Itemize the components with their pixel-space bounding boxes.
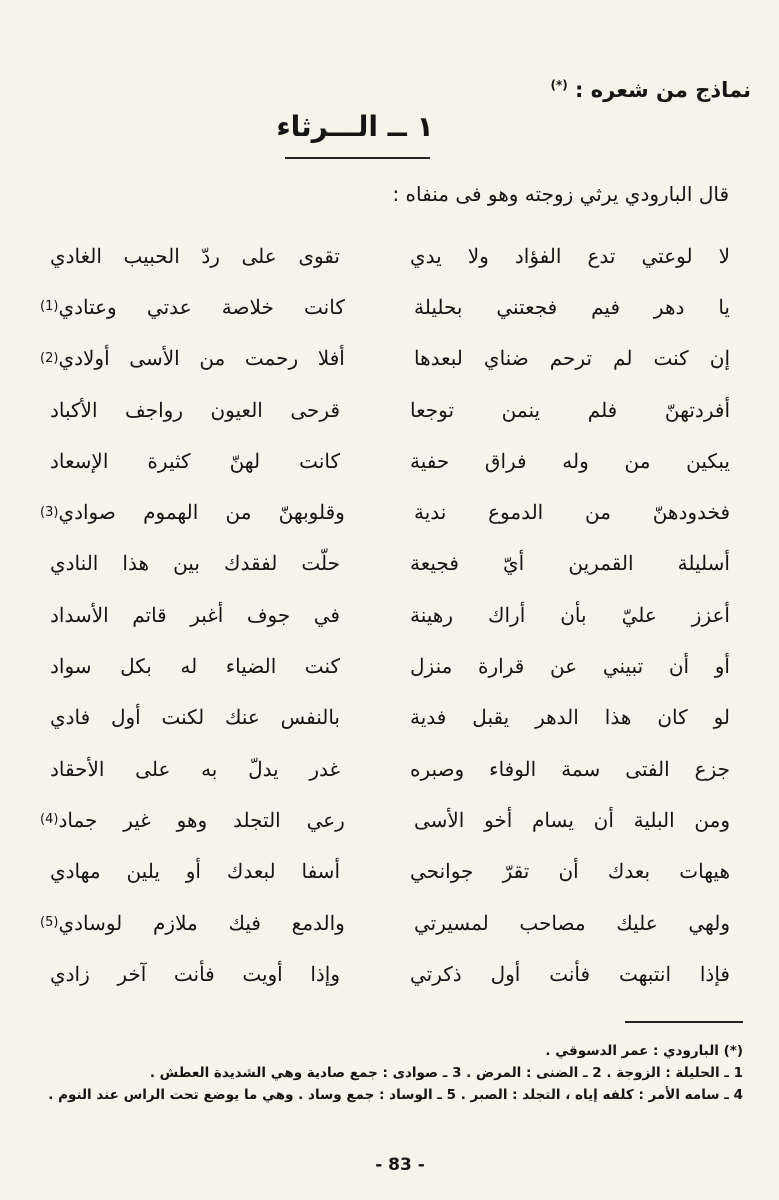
first-hemistich: فخدودهنّ من الدموع ندية [413, 500, 730, 525]
first-hemistich: فإذا انتبهت فأنت أول ذكرتي [410, 961, 730, 986]
poem [40, 230, 730, 999]
heading-underline [285, 157, 430, 159]
note-reference: (2) [40, 350, 59, 366]
verse [40, 538, 730, 589]
verse [40, 846, 730, 897]
verse [40, 692, 730, 743]
first-hemistich: لا لوعتي تدع الفؤاد ولا يدي [410, 243, 730, 268]
page-number: - 83 - [375, 1155, 425, 1175]
first-hemistich: إن كنت لم ترحم ضناي لبعدها [413, 346, 730, 371]
second-hemistich: رعي التجلد وهو غير جماد [58, 807, 345, 832]
footnote-marker: (*) [550, 78, 568, 92]
section-title [550, 78, 751, 102]
verse [40, 230, 730, 281]
verse [40, 281, 730, 332]
footnote: 1 ـ الحليلة : الزوجة . 2 ـ الضنى : المرض . 3 ـ صوادى : جمع صادية وهي الشديدة العطش . [149, 1065, 743, 1081]
note-reference: (3) [40, 504, 59, 520]
footnote-divider [625, 1021, 743, 1023]
first-hemistich: لو كان هذا الدهر يقبل فدية [410, 705, 730, 730]
second-hemistich: كنت الضياء له بكل سواد [50, 654, 340, 679]
verse [40, 794, 730, 845]
second-hemistich: وإذا أويت فأنت آخر زادي [50, 961, 340, 986]
note-reference: (5) [40, 915, 59, 930]
second-hemistich: كانت خلاصة عدتي وعتادي [58, 294, 345, 319]
chapter-heading: ١ ــ الـــرثاء [276, 110, 434, 143]
verse [40, 743, 730, 794]
second-hemistich: أفلا رحمت من الأسى أولادي [58, 346, 345, 371]
note-reference: (1) [40, 299, 59, 315]
footnote: (*) البارودي : عمر الدسوقي . [545, 1043, 743, 1059]
first-hemistich: أسليلة القمرين أيّ فجيعة [410, 551, 730, 576]
first-hemistich: أعزز عليّ بأن أراك رهينة [410, 602, 730, 627]
first-hemistich: جزع الفتى سمة الوفاء وصبره [410, 756, 730, 781]
second-hemistich: بالنفس عنك لكنت أول فادي [50, 705, 340, 730]
second-hemistich: في جوف أغبر قاتم الأسداد [50, 602, 340, 627]
first-hemistich: ولهي عليك مصاحب لمسيرتي [413, 910, 730, 935]
intro-line: قال البارودي يرثي زوجته وهو فى منفاه : [392, 182, 729, 206]
first-hemistich: أفردتهنّ فلم ينمن توجعا [410, 397, 730, 422]
first-hemistich: أو أن تبيني عن قرارة منزل [410, 654, 730, 679]
verse [40, 333, 730, 384]
note-reference: (4) [40, 812, 59, 828]
second-hemistich: غدر يدلّ به على الأحقاد [50, 756, 340, 781]
footnotes [40, 1040, 743, 1106]
first-hemistich: ومن البلية أن يسام أخو الأسى [413, 807, 730, 832]
verse [40, 384, 730, 435]
first-hemistich: يبكين من وله فراق حفية [410, 448, 730, 473]
section-title-text: نماذج من شعره : [575, 78, 751, 102]
second-hemistich: أسفا لبعدك أو يلين مهادي [50, 859, 340, 884]
verse [40, 486, 730, 537]
verse [40, 897, 730, 948]
second-hemistich: والدمع فيك ملازم لوسادي [58, 910, 345, 935]
verse [40, 640, 730, 691]
second-hemistich: كانت لهنّ كثيرة الإسعاد [50, 448, 340, 473]
second-hemistich: وقلوبهنّ من الهموم صوادي [58, 500, 345, 525]
first-hemistich: هيهات بعدك أن تقرّ جوانحي [410, 859, 730, 884]
verse [40, 435, 730, 486]
verse [40, 948, 730, 999]
second-hemistich: قرحى العيون رواجف الأكباد [50, 397, 340, 422]
second-hemistich: تقوى على ردّ الحبيب الغادي [50, 243, 340, 268]
second-hemistich: حلّت لفقدك بين هذا النادي [50, 551, 340, 576]
footnote: 4 ـ سامه الأمر : كلفه إياه ، التجلد : الصبر . 5 ـ الوساد : جمع وساد . وهي ما يوضع تحت الراس عند النوم . [48, 1087, 743, 1103]
first-hemistich: يا دهر فيم فجعتني بحليلة [413, 294, 730, 319]
verse [40, 589, 730, 640]
